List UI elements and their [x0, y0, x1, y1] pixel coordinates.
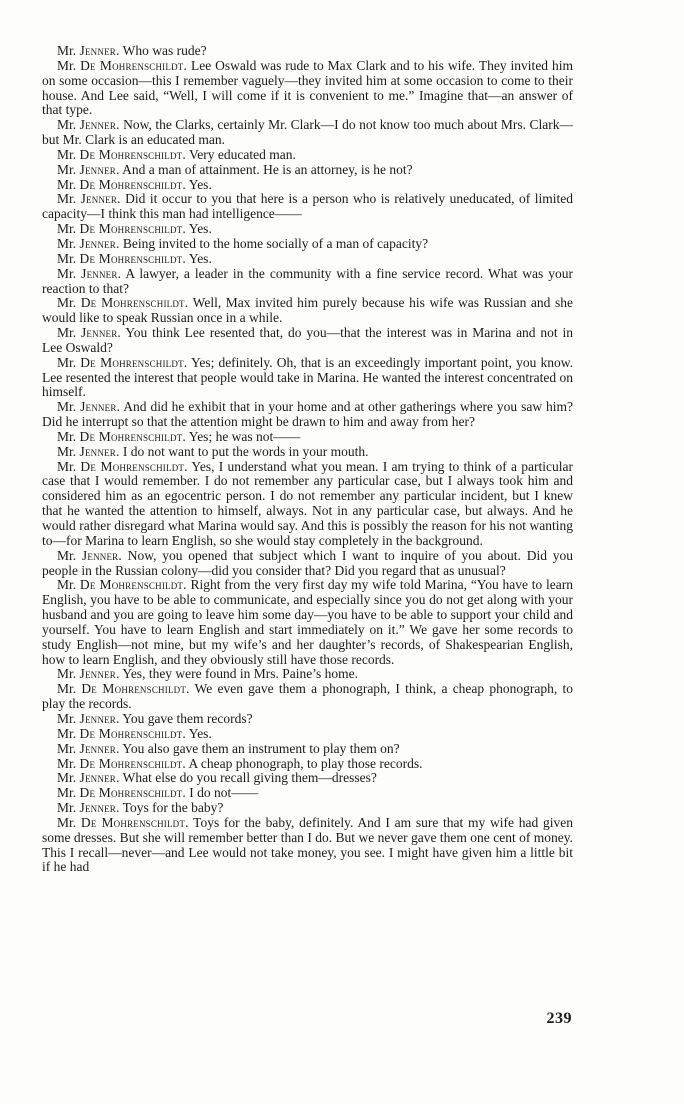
transcript-paragraph: Mr. Jenner. I do not want to put the words in your mouth. — [57, 443, 369, 459]
speaker-name: Mr. De Mohrenschildt. — [57, 146, 186, 162]
transcript-paragraph: Mr. De Mohrenschildt. I do not—— — [57, 785, 259, 801]
speaker-name: Mr. Jenner. — [57, 265, 122, 281]
transcript-paragraph: Mr. De Mohrenschildt. Yes. — [57, 221, 212, 237]
transcript-paragraph: Mr. De Mohrenschildt. Lee Oswald was rude to Max Clark and to his wife. They invited him on some occasion—this I remember vaguely—they invited him at some occasion to come to their house. And Lee said, “Well, I will come if it is convenient to me.” Imagine that—an answer of that type. — [42, 57, 573, 118]
speaker-name: Mr. Jenner. — [57, 710, 120, 726]
transcript-paragraph: Mr. Jenner. Toys for the baby? — [57, 800, 224, 816]
transcript-paragraph: Mr. De Mohrenschildt. We even gave them a phonograph, I think, a cheap phonograph, to play the records. — [42, 681, 573, 712]
transcript-paragraph: Mr. Jenner. You also gave them an instrument to play them on? — [57, 740, 400, 756]
transcript-paragraph: Mr. De Mohrenschildt. A cheap phonograph, to play those records. — [57, 755, 423, 771]
transcript-paragraph: Mr. De Mohrenschildt. Toys for the baby, definitely. And I am sure that my wife had given some dresses. But she will remember better than I do. But we never gave them one cent of money. This I recall—never—and Lee would not take money, you see. I might have given him a little bit if he had — [42, 814, 573, 875]
speaker-name: Mr. De Mohrenschildt. — [57, 354, 188, 370]
transcript-paragraph: Mr. De Mohrenschildt. Yes, I understand what you mean. I am trying to think of a particular case that I would remember. I do not remember any particular case, but I always took him and considered him as an egocentric person. I do not remember any particular incident, but I knew that he wanted the attention to himself, always. Not in any particular case, but always. And he would rather disregard what Marina would say. And this is possibly the reason for his not wanting to—for Marina to learn English, so she would stay completely in the background. — [42, 458, 573, 548]
transcript-paragraph: Mr. Jenner. Yes, they were found in Mrs. Paine’s home. — [57, 666, 359, 682]
speaker-name: Mr. Jenner. — [57, 666, 120, 682]
transcript-paragraph: Mr. De Mohrenschildt. Yes. — [57, 176, 212, 192]
speaker-name: Mr. De Mohrenschildt. — [57, 725, 186, 741]
transcript-paragraph: Mr. Jenner. Did it occur to you that here is a person who is relatively uneducated, of limited capacity—I think this man had intelligence—— — [42, 191, 573, 222]
speaker-name: Mr. De Mohrenschildt. — [57, 57, 188, 73]
speaker-name: Mr. De Mohrenschildt. — [57, 428, 186, 444]
transcript-paragraph: Mr. Jenner. A lawyer, a leader in the community with a fine service record. What was your reaction to that? — [42, 265, 573, 296]
transcript-paragraph: Mr. Jenner. What else do you recall giving them—dresses? — [57, 770, 377, 786]
transcript-paragraph: Mr. Jenner. You think Lee resented that, do you—that the interest was in Marina and not in Lee Oswald? — [42, 325, 573, 355]
speaker-name: Mr. De Mohrenschildt. — [57, 755, 186, 771]
speaker-name: Mr. Jenner. — [57, 443, 120, 459]
speaker-name: Mr. Jenner. — [57, 547, 122, 563]
transcript-paragraph: Mr. Jenner. Who was rude? — [57, 43, 207, 58]
speaker-name: Mr. Jenner. — [57, 325, 121, 341]
transcript-paragraph: Mr. Jenner. You gave them records? — [57, 710, 253, 726]
transcript-paragraph: Mr. Jenner. Being invited to the home socially of a man of capacity? — [57, 235, 429, 251]
speaker-name: Mr. Jenner. — [57, 800, 120, 816]
speaker-name: Mr. De Mohrenschildt. — [57, 458, 188, 474]
transcript-paragraph: Mr. Jenner. And did he exhibit that in your home and at other gatherings where you saw him? Did he interrupt so that the attention might be drawn to him and away from her? — [42, 399, 573, 430]
speaker-name: Mr. De Mohrenschildt. — [57, 295, 189, 311]
speaker-name: Mr. De Mohrenschildt. — [57, 681, 190, 697]
transcript-paragraph: Mr. De Mohrenschildt. Right from the very first day my wife told Marina, “You have to learn English, you have to be able to communicate, and especially since you do not get along with your husband and you are going to leave him some day—you have to be able to support your child and yourself. You have to learn English and start immediately on it.” We gave her some records to study English—not mine, but my wife’s and her daughter’s records, of Shakespearian English, how to learn English, and they obviously still have those records. — [42, 577, 573, 667]
speaker-name: Mr. De Mohrenschildt. — [57, 250, 186, 266]
speaker-name: Mr. De Mohrenschildt. — [57, 577, 187, 593]
transcript-paragraph: Mr. Jenner. Now, the Clarks, certainly Mr. Clark—I do not know too much about Mrs. Clark—but Mr. Clark is an educated man. — [42, 117, 573, 148]
transcript-paragraph: Mr. De Mohrenschildt. Yes; he was not—— — [57, 428, 301, 444]
speaker-name: Mr. De Mohrenschildt. — [57, 221, 186, 237]
speaker-name: Mr. Jenner. — [57, 117, 120, 133]
transcript-paragraph: Mr. Jenner. Now, you opened that subject which I want to inquire of you about. Did you people in the Russian colony—did you consider that? Did you regard that as unusual? — [42, 547, 573, 578]
transcript-paragraph: Mr. De Mohrenschildt. Very educated man. — [57, 146, 296, 162]
page-number: 239 — [546, 1010, 572, 1027]
transcript-paragraph: Mr. De Mohrenschildt. Yes. — [57, 725, 212, 741]
speaker-name: Mr. Jenner. — [57, 770, 120, 786]
speaker-name: Mr. Jenner. — [57, 43, 120, 58]
speaker-name: Mr. De Mohrenschildt. — [57, 785, 186, 801]
transcript-paragraph: Mr. De Mohrenschildt. Well, Max invited him purely because his wife was Russian and she would like to speak Russian once in a while. — [42, 295, 573, 326]
transcript-paragraph: Mr. De Mohrenschildt. Yes. — [57, 250, 212, 266]
speaker-name: Mr. Jenner. — [57, 191, 121, 207]
transcript — [42, 44, 573, 875]
speaker-name: Mr. Jenner. — [57, 399, 121, 415]
speaker-name: Mr. De Mohrenschildt. — [57, 176, 186, 192]
transcript-paragraph: Mr. Jenner. And a man of attainment. He is an attorney, is he not? — [57, 161, 413, 177]
transcript-paragraph: Mr. De Mohrenschildt. Yes; definitely. Oh, that is an exceedingly important point, you know. Lee resented the interest that people would take in Marina. He wanted the interest concentrated on himself. — [42, 354, 573, 400]
speaker-name: Mr. Jenner. — [57, 235, 120, 251]
speaker-name: Mr. Jenner. — [57, 161, 120, 177]
speaker-name: Mr. Jenner. — [57, 740, 120, 756]
speaker-name: Mr. De Mohrenschildt. — [57, 814, 189, 830]
